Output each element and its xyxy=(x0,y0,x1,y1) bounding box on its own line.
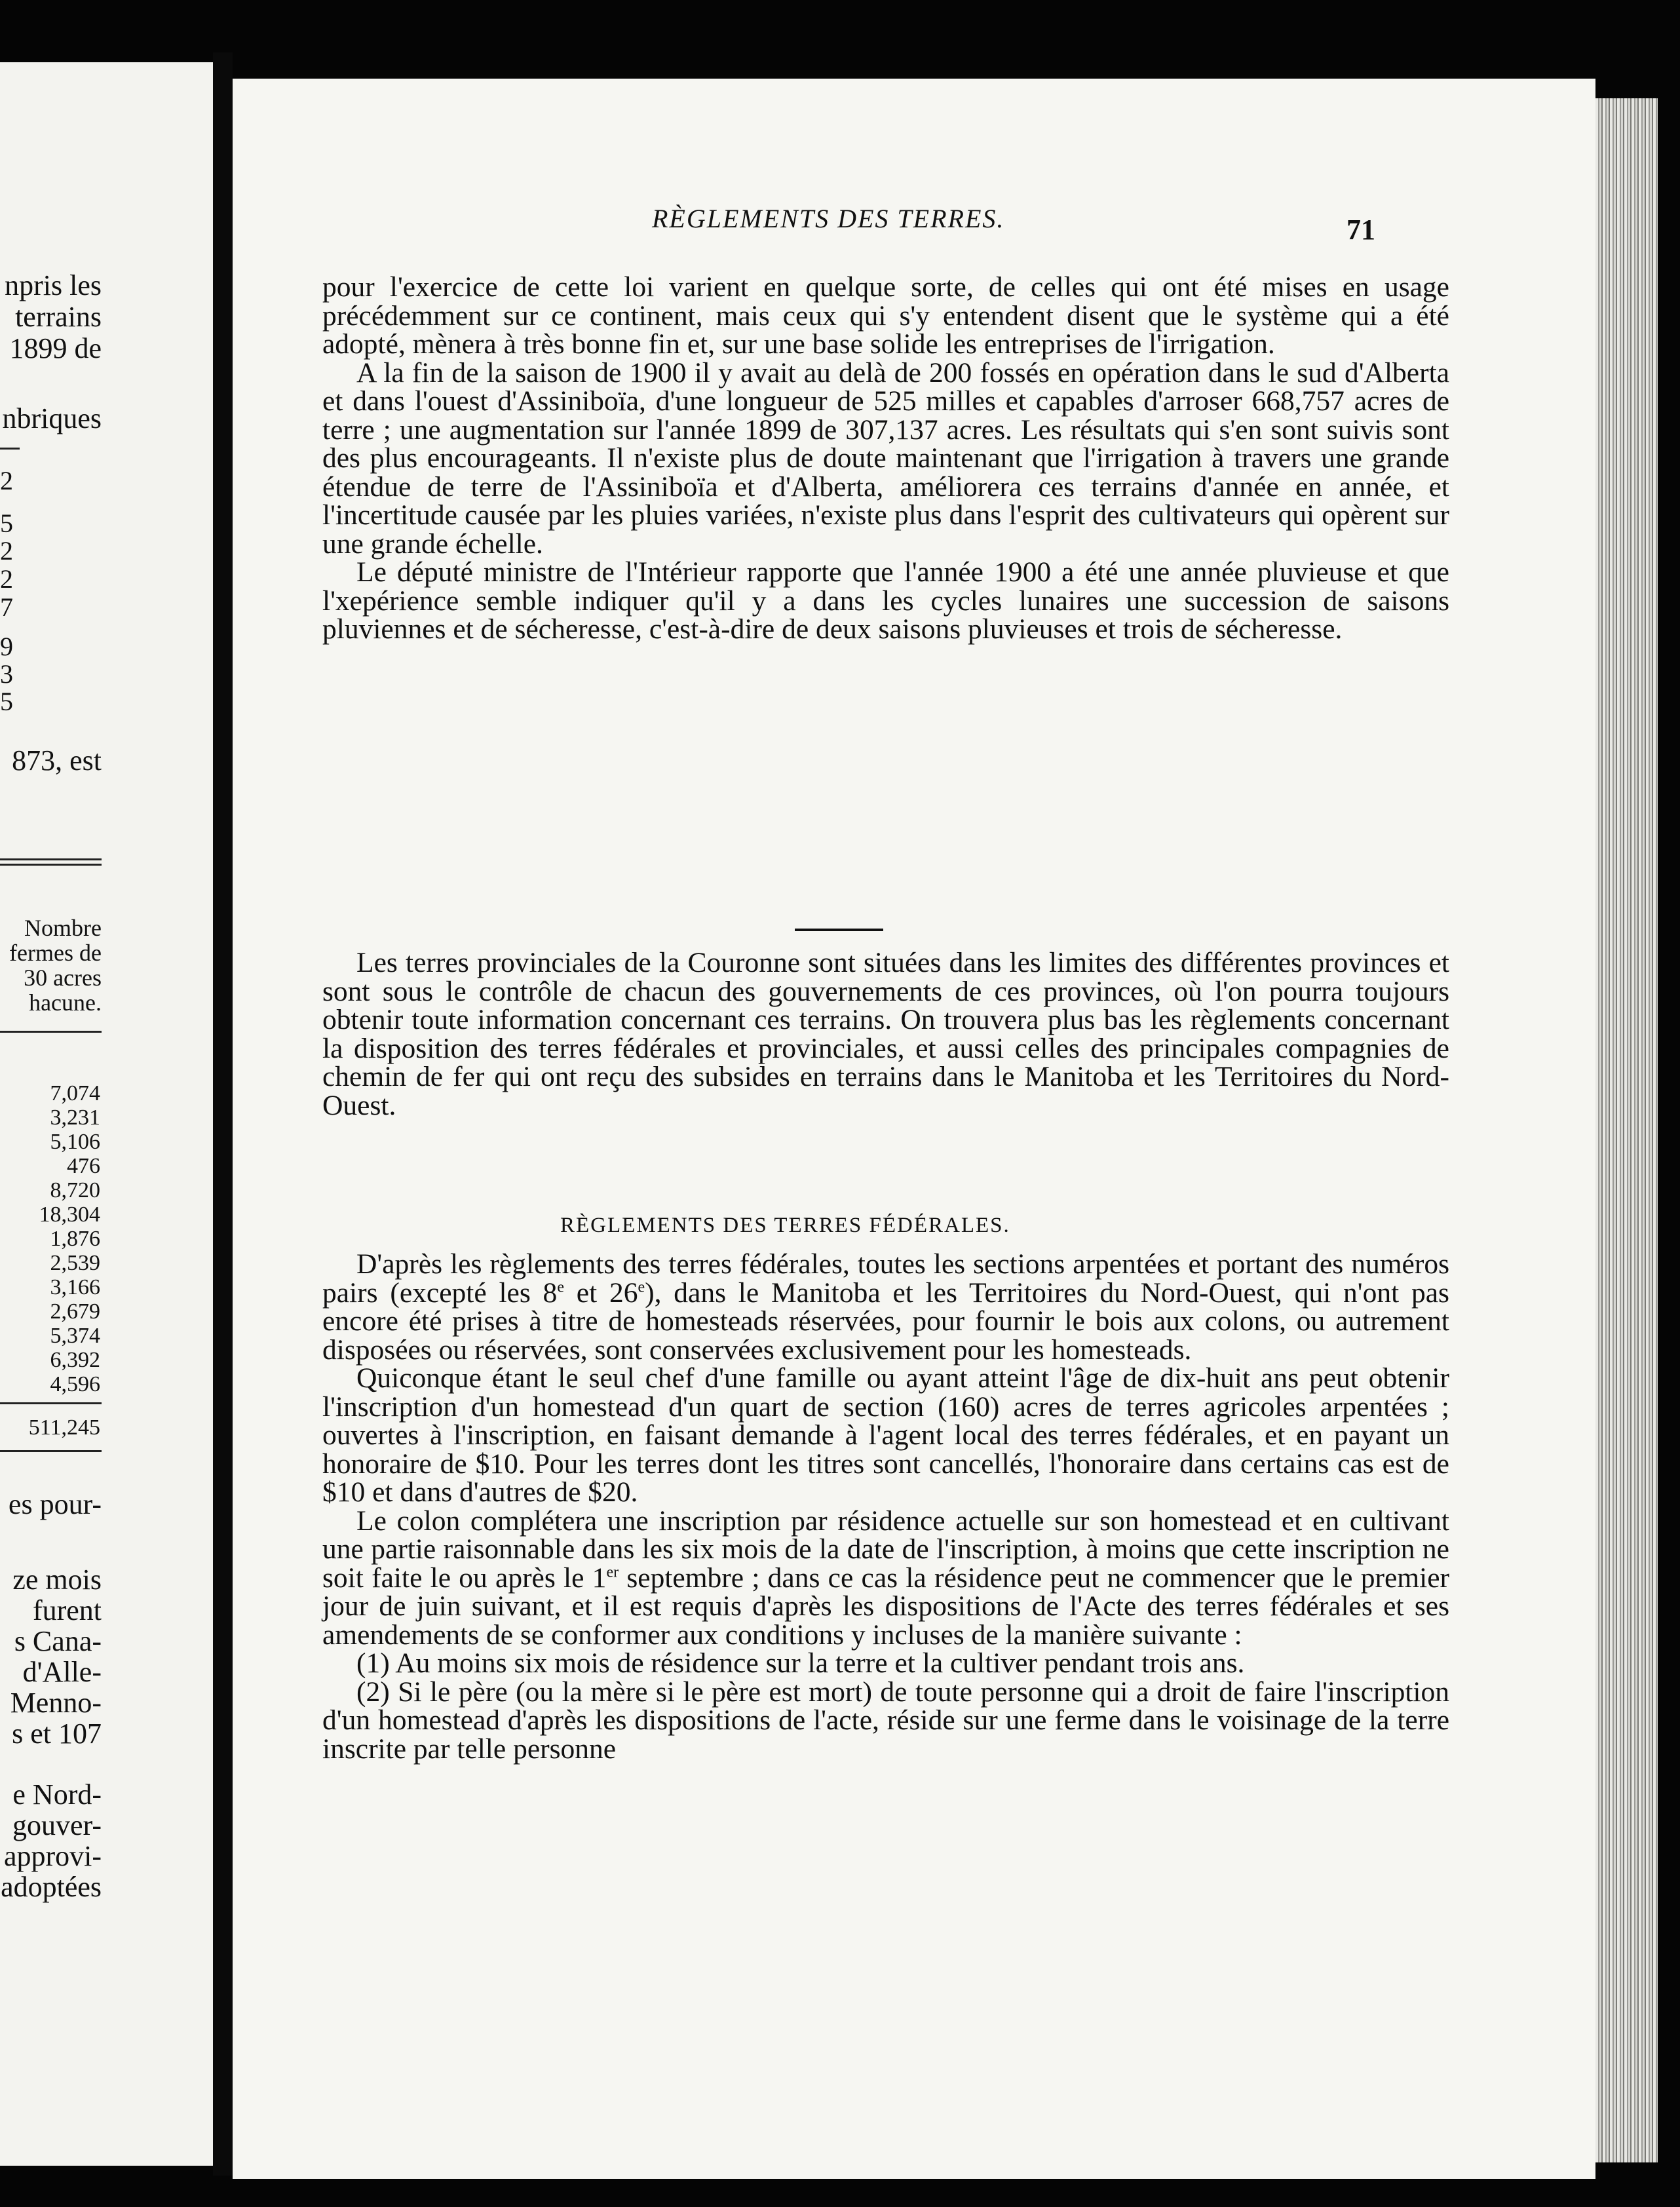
table-value: 3,231 xyxy=(50,1105,100,1130)
paragraph: Les terres provinciales de la Couronne sont situées dans les limites des différentes provinces et sont sous le contrôle de chacun des gouvernements de ces provinces, où l'on pourra toujours obtenir toute information concernant ces terrains. On trouvera plus bas les règlements concernant la disposition des terres fédérales et provinciales, et aussi celles des principales compagnies de chemin de fer qui ont reçu des subsides en terrains dans le Manitoba et les Territoires du Nord-Ouest. xyxy=(322,947,1449,1121)
book-gutter xyxy=(213,52,233,2176)
left-page-fragment: 7 xyxy=(0,592,13,622)
list-item: (1) Au moins six mois de résidence sur la terre et la cultiver pendant trois ans. xyxy=(356,1647,1245,1679)
table-total: 511,245 xyxy=(28,1415,100,1440)
table-value: 2,539 xyxy=(50,1251,100,1275)
left-page-rule xyxy=(0,1450,102,1452)
paragraph: Le député ministre de l'Intérieur rapporte que l'année 1900 a été une année pluvieuse et que l'xepérience semble indiquer qu'il y a dans les cycles lunaires une succession de saisons pluviennes et de sécheresse, c'est-à-dire de deux saisons pluvieuses et trois de sécheresse. xyxy=(322,556,1449,645)
running-head: RÈGLEMENTS DES TERRES. xyxy=(652,204,1005,233)
left-page-fragment: 2 xyxy=(0,564,13,594)
table-value: 4,596 xyxy=(50,1372,100,1396)
left-page-line: d'Alle- xyxy=(22,1656,102,1688)
left-page-line: furent xyxy=(32,1594,102,1626)
left-page-rule xyxy=(0,1031,102,1033)
table-value: 8,720 xyxy=(50,1178,100,1202)
left-page-line: nbriques xyxy=(2,402,102,434)
left-page-line: ze mois xyxy=(12,1564,102,1596)
table-value: 5,106 xyxy=(50,1130,100,1154)
left-page-fragment: 9 xyxy=(0,632,13,661)
left-page-rule xyxy=(0,448,20,450)
table-value: 476 xyxy=(67,1154,100,1178)
paragraph: pour l'exercice de cette loi varient en quelque sorte, de celles qui ont été mises en usage précédemment sur ce continent, mais ceux qui s'y entendent disent que le système qui a été adopté, mènera à très bonne fin et, sur une base solide les entreprises de l'irrigation. xyxy=(322,271,1449,360)
paragraph: Le colon complétera une inscription par résidence actuelle sur son homestead et en cultivant une partie raisonnable dans les six mois de la date de l'inscription, à moins que cette inscription ne soit faite le ou après le 1er septembre ; dans ce cas la résidence peut ne commencer que le premier jour de juin suivant, et il est requis d'après les dispositions de l'Acte des terres fédérales et ses amendements de se conformer aux conditions y incluses de la manière suivante : xyxy=(322,1505,1449,1651)
left-page-rule xyxy=(0,864,102,866)
list-item: (2) Si le père (ou la mère si le père est mort) de toute personne qui a droit de faire l'inscription d'un homestead d'après les dispositions de l'acte, réside sur une ferme dans le voisinage de la terre inscrite par telle personne xyxy=(322,1676,1449,1765)
left-page-line: adoptées xyxy=(1,1871,102,1903)
left-page-fragment: 2 xyxy=(0,536,13,566)
left-page-line: es pour- xyxy=(8,1488,102,1520)
left-page-line: e Nord- xyxy=(12,1778,102,1811)
left-page-line: 1899 de xyxy=(9,332,102,364)
left-page-line: Menno- xyxy=(10,1687,102,1719)
table-value: 18,304 xyxy=(39,1202,100,1227)
section-heading: RÈGLEMENTS DES TERRES FÉDÉRALES. xyxy=(560,1214,1010,1237)
left-page-rule xyxy=(0,1402,102,1404)
table-header-line: 30 acres xyxy=(24,965,102,991)
page-number: 71 xyxy=(1346,214,1375,246)
table-header-line: fermes de xyxy=(9,940,102,966)
table-value: 2,679 xyxy=(50,1299,100,1324)
text-block-bottom xyxy=(322,1250,1449,1763)
left-page-line: approvi- xyxy=(3,1840,102,1872)
left-page-fragment: 2 xyxy=(0,466,13,495)
left-page-line: npris les xyxy=(5,269,102,301)
paragraph: D'après les règlements des terres fédérales, toutes les sections arpentées et portant des numéros pairs (excepté les 8e et 26e), dans le Manitoba et les Territoires du Nord-Ouest, qui n'ont pas encore été prises à titre de homesteads réservées, pour fournir le bois aux colons, ou autrement disposées ou réservées, sont conservées exclusivement pour les homesteads. xyxy=(322,1248,1449,1366)
table-header-line: hacune. xyxy=(29,989,102,1016)
table-value: 1,876 xyxy=(50,1227,100,1251)
left-page-fragment: 3 xyxy=(0,659,13,689)
left-page-line: 873, est xyxy=(12,744,102,777)
table-value: 5,374 xyxy=(50,1324,100,1348)
text-block-middle xyxy=(322,949,1449,1120)
left-page-line: s et 107 xyxy=(12,1718,102,1750)
paragraph: A la fin de la saison de 1900 il y avait au delà de 200 fossés en opération dans le sud d'Alberta et dans l'ouest d'Assiniboïa, d'une longueur de 525 milles et capables d'arroser 668,757 acres de terre ; une augmentation sur l'année 1899 de 307,137 acres. Les résultats qui s'en sont suivis sont des plus encourageants. Il n'existe plus de doute maintenant que l'irrigation à travers une grande étendue de terre de l'Assiniboïa et d'Alberta, améliorera ces terrains d'année en année, et l'incertitude causée par les pluies variées, n'existe plus dans l'esprit des cultivateurs qui opèrent sur une grande échelle. xyxy=(322,356,1449,560)
left-page xyxy=(0,62,213,2166)
text-block-top xyxy=(322,273,1449,644)
left-page-fragment: 5 xyxy=(0,687,13,716)
right-page xyxy=(233,79,1595,2179)
table-value: 7,074 xyxy=(50,1081,100,1105)
table-value: 3,166 xyxy=(50,1275,100,1299)
left-page-fragment: 5 xyxy=(0,509,13,538)
table-value: 6,392 xyxy=(50,1348,100,1372)
left-page-line: gouver- xyxy=(12,1809,102,1841)
page-edges xyxy=(1595,98,1658,2162)
section-divider xyxy=(795,929,883,931)
left-page-line: terrains xyxy=(15,301,102,333)
table-header-line: Nombre xyxy=(24,915,102,941)
left-page-line: s Cana- xyxy=(14,1625,102,1657)
paragraph: Quiconque étant le seul chef d'une famille ou ayant atteint l'âge de dix-huit ans peut obtenir l'inscription d'un homestead d'un quart de section (160) acres de terres agricoles arpentées ; ouvertes à l'inscription, en faisant demande à l'agent local des terres fédérales, et en payant un honoraire de $10. Pour les terres dont les titres sont cancellés, l'honoraire dans certains cas est de $10 et dans d'autres de $20. xyxy=(322,1362,1449,1508)
left-page-rule xyxy=(0,858,102,860)
